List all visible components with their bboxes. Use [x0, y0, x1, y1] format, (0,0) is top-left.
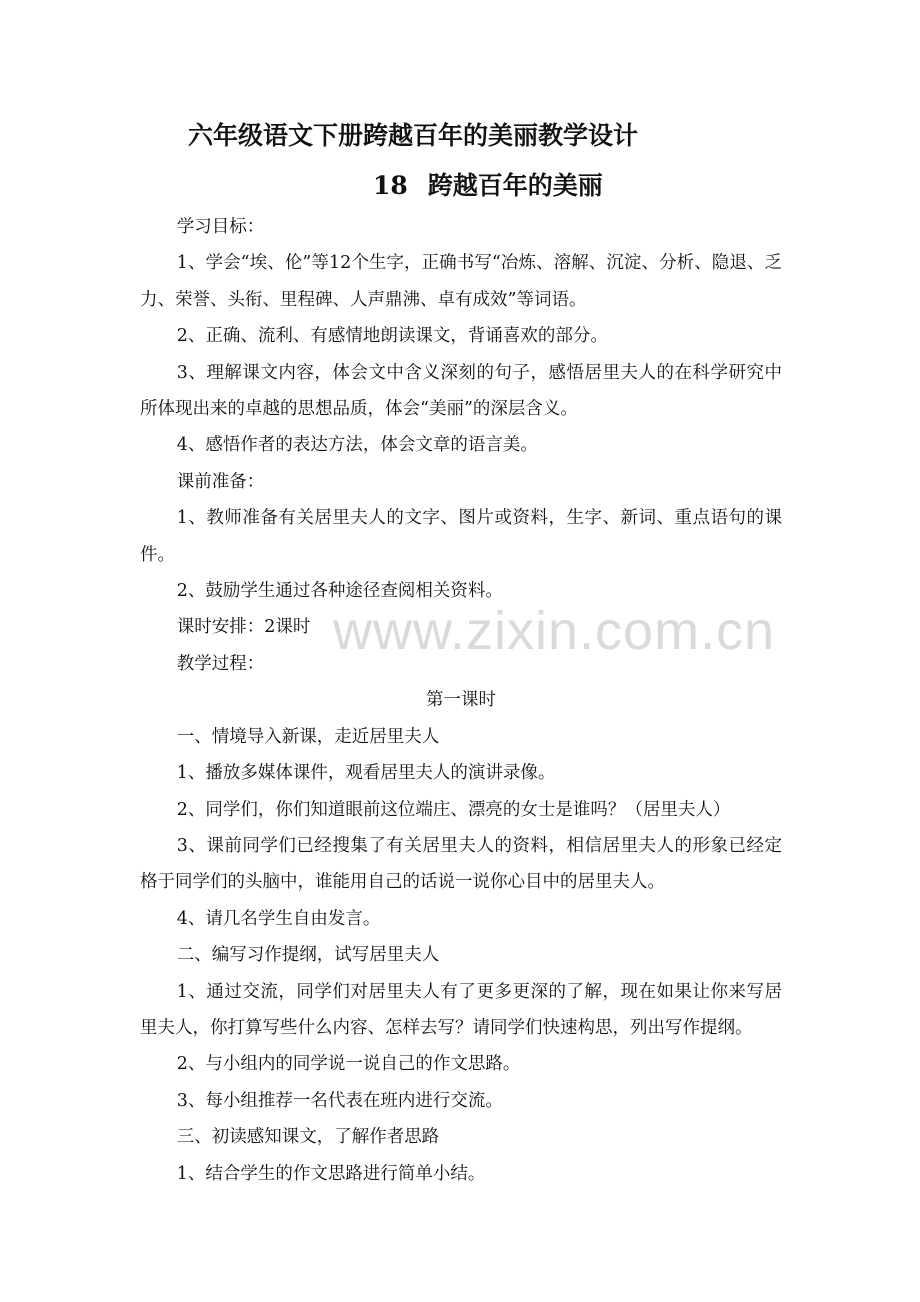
paragraph: 教学过程：: [176, 653, 265, 674]
paragraph: 2、正确、流利、有感情地朗读课文，背诵喜欢的部分。: [176, 326, 608, 347]
paragraph: 1、教师准备有关居里夫人的文字、图片或资料，生字、新词、重点语句的课件。: [140, 508, 782, 565]
paragraph: 1、播放多媒体课件，观看居里夫人的演讲录像。: [176, 763, 556, 784]
paragraph: 4、请几名学生自由发言。: [176, 908, 381, 929]
paragraph: 4、感悟作者的表达方法，体会文章的语言美。: [176, 435, 538, 456]
paragraph: 3、理解课文内容，体会文中含义深刻的句子，感悟居里夫人的在科学研究中所体现出来的卓越的思想品质，体会“美丽”的深层含义。: [140, 362, 782, 420]
paragraph: 三、初读感知课文，了解作者思路: [176, 1127, 440, 1148]
paragraph: 2、与小组内的同学说一说自己的作文思路。: [176, 1054, 521, 1075]
paragraph: 2、鼓励学生通过各种途径查阅相关资料。: [176, 581, 503, 602]
paragraph: 1、通过交流，同学们对居里夫人有了更多更深的了解，现在如果让你来写居里夫人，你打算写些什么内容、怎样去写？请同学们快速构思，列出写作提纲。: [140, 981, 782, 1038]
document-body: [140, 209, 782, 1192]
section-heading: 第一课时: [426, 690, 496, 711]
document-title: 六年级语文下册跨越百年的美丽教学设计: [188, 121, 639, 150]
paragraph: 1、学会“埃、伦”等12个生字，正确书写“冶炼、溶解、沉淀、分析、隐退、乏力、荣誉、头衔、里程碑、人声鼎沸、卓有成效”等词语。: [140, 253, 782, 310]
paragraph: 3、课前同学们已经搜集了有关居里夫人的资料，相信居里夫人的形象已经定格于同学们的头脑中，谁能用自己的话说一说你心目中的居里夫人。: [140, 835, 782, 893]
lesson-heading: [373, 168, 603, 204]
paragraph: 一、情境导入新课，走近居里夫人: [176, 726, 440, 747]
paragraph: 学习目标：: [176, 217, 265, 237]
paragraph: 二、编写习作提纲，试写居里夫人: [176, 945, 440, 966]
lesson-title: 跨越百年的美丽: [427, 171, 603, 200]
paragraph: 3、每小组推荐一名代表在班内进行交流。: [176, 1090, 503, 1111]
paragraph: 课时安排：2课时: [176, 617, 311, 638]
paragraph: 课前准备：: [176, 471, 265, 492]
paragraph: 1、结合学生的作文思路进行简单小结。: [176, 1163, 486, 1184]
lesson-number: 18: [373, 171, 408, 200]
watermark: www.zixin.com.cn: [333, 601, 776, 661]
paragraph: 2、同学们，你们知道眼前这位端庄、漂亮的女士是谁吗？（居里夫人）: [176, 799, 731, 820]
